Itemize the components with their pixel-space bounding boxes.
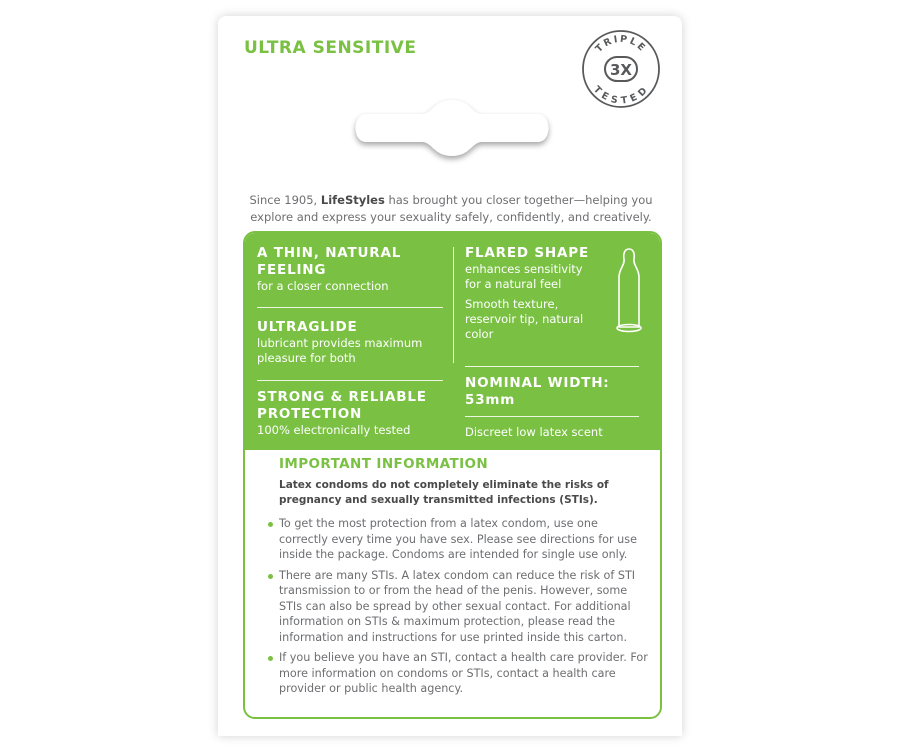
info-item-text: To get the most protection from a latex condom, use one correctly every time you have sex. Please see directions for use inside the package. Condoms are intended for single use only. [279,517,637,561]
package-back-panel [218,16,682,736]
important-title: IMPORTANT INFORMATION [279,456,489,472]
feature-nominal-width [465,375,645,409]
badge-bottom-text: TESTED [590,84,651,107]
feature-strong-reliable [257,389,447,438]
info-item-text: If you believe you have an STI, contact a health care provider. For more information on condoms or STIs, contact a health care provider or public health agency. [279,651,648,695]
product-line-title: ULTRA SENSITIVE [244,38,417,58]
brand-intro [246,192,656,226]
feature-text: Discreet low latex scent [465,425,603,439]
feature-low-latex-scent [465,425,645,440]
bullet-icon [268,574,273,579]
bullet-icon [268,656,273,661]
divider [257,307,443,308]
info-item-text: There are many STIs. A latex condom can reduce the risk of STI transmission to or from the head of the penis. However, some STIs can also be spread by other sexual contact. For additional information on STIs & maximum protection, please read the information and instructions for use printed inside this carton. [279,568,636,644]
feature-title: NOMINAL WIDTH: 53mm [465,375,610,408]
feature-text: 100% electronically tested [257,423,411,437]
column-divider [453,247,454,363]
brand-name: LifeStyles [320,193,385,207]
condom-shape-icon [613,245,645,335]
intro-suffix: has brought you closer together—helping you explore and express your sexuality safely, confidently, and creatively. [250,193,653,224]
feature-title: A THIN, NATURAL FEELING [257,245,402,278]
feature-text: enhances sensitivity for a natural feel [465,262,583,291]
feature-flared-shape [465,245,595,342]
divider [465,416,639,417]
feature-title: STRONG & RELIABLE PROTECTION [257,389,427,422]
bullet-icon [268,522,273,527]
triple-tested-seal-icon [581,29,661,109]
info-box [243,231,662,719]
important-information [279,456,649,702]
feature-thin-natural [257,245,447,294]
badge-center-text: 3X [609,61,633,79]
feature-ultraglide [257,319,447,366]
features-panel [245,233,660,450]
info-list-item [279,650,649,697]
hang-hole-cutout [344,96,560,166]
badge-top-text: TRIPLE [593,33,649,55]
feature-text: for a closer connection [257,279,389,293]
feature-title: FLARED SHAPE [465,245,589,261]
feature-text-secondary: Smooth texture, reservoir tip, natural color [465,297,584,341]
important-warning: Latex condoms do not completely eliminate the risks of pregnancy and sexually transmitted infections (STIs). [279,479,609,506]
feature-text: lubricant provides maximum pleasure for both [257,336,423,365]
info-list-item [279,516,649,563]
divider [257,380,443,381]
info-list-item [279,568,649,646]
divider [465,366,639,367]
feature-title: ULTRAGLIDE [257,319,358,335]
intro-prefix: Since 1905, [249,193,321,207]
